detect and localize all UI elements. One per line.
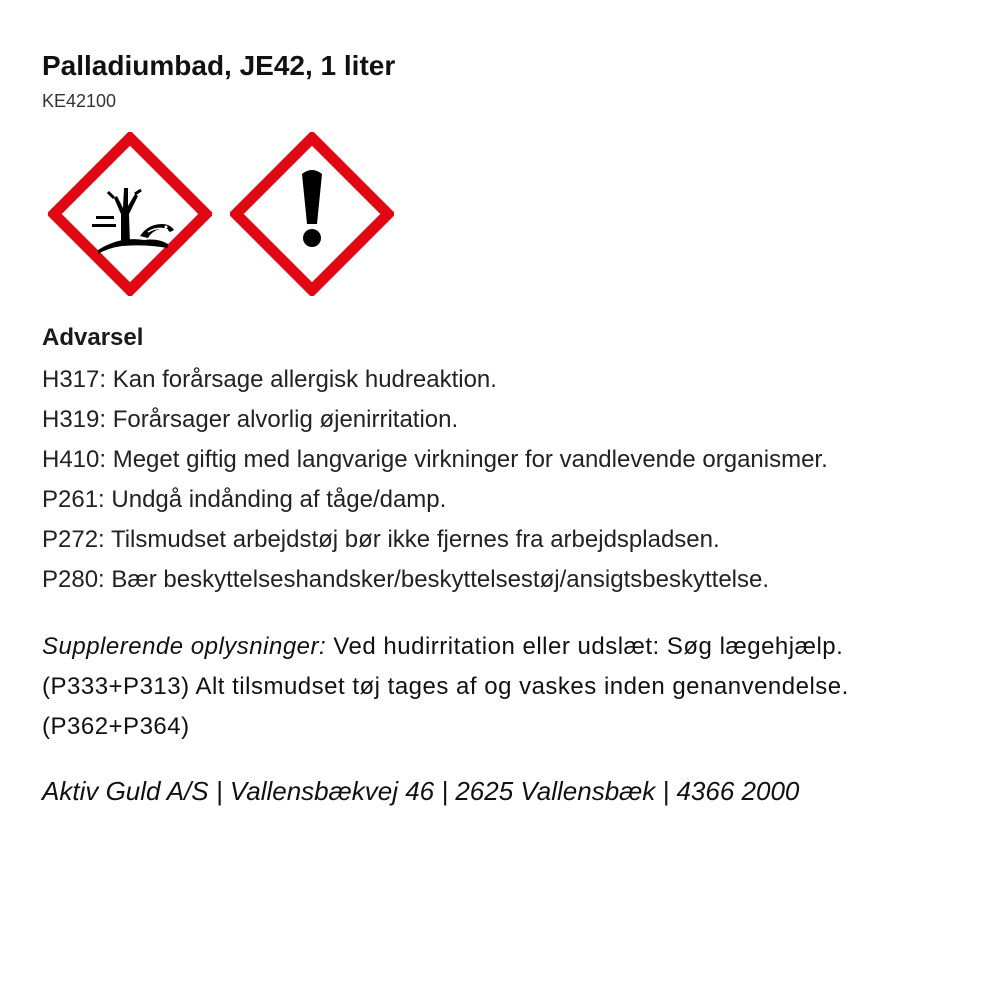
hazard-statements [42,360,972,600]
supplementary-info [42,627,972,747]
supplementary-label: Supplerende oplysninger: [42,633,327,660]
statement-p272: P272: Tilsmudset arbejdstøj bør ikke fjernes fra arbejdspladsen. [42,526,720,553]
signal-word: Advarsel [42,324,144,351]
statement-p261: P261: Undgå indånding af tåge/damp. [42,486,447,513]
supplier-address: Aktiv Guld A/S | Vallensbækvej 46 | 2625 Vallensbæk | 4366 2000 [42,776,800,806]
environment-hazard-icon [48,132,212,296]
statement-p280: P280: Bær beskyttelseshandsker/beskyttelsestøj/ansigtsbeskyttelse. [42,566,770,593]
hazard-label [42,48,972,809]
ghs-pictograms [48,132,972,296]
supplementary-text: Ved hudirritation eller udslæt: Søg lægehjælp. (P333+P313) Alt tilsmudset tøj tages af og vaskes inden genanvendelse. (P362+P364) [42,633,849,740]
product-title: Palladiumbad, JE42, 1 liter [42,50,396,81]
statement-h410: H410: Meget giftig med langvarige virkninger for vandlevende organismer. [42,446,828,473]
statement-h319: H319: Forårsager alvorlig øjenirritation. [42,406,459,433]
exclamation-mark-icon [230,132,394,296]
product-code: KE42100 [42,91,117,111]
statement-h317: H317: Kan forårsage allergisk hudreaktion. [42,366,497,393]
